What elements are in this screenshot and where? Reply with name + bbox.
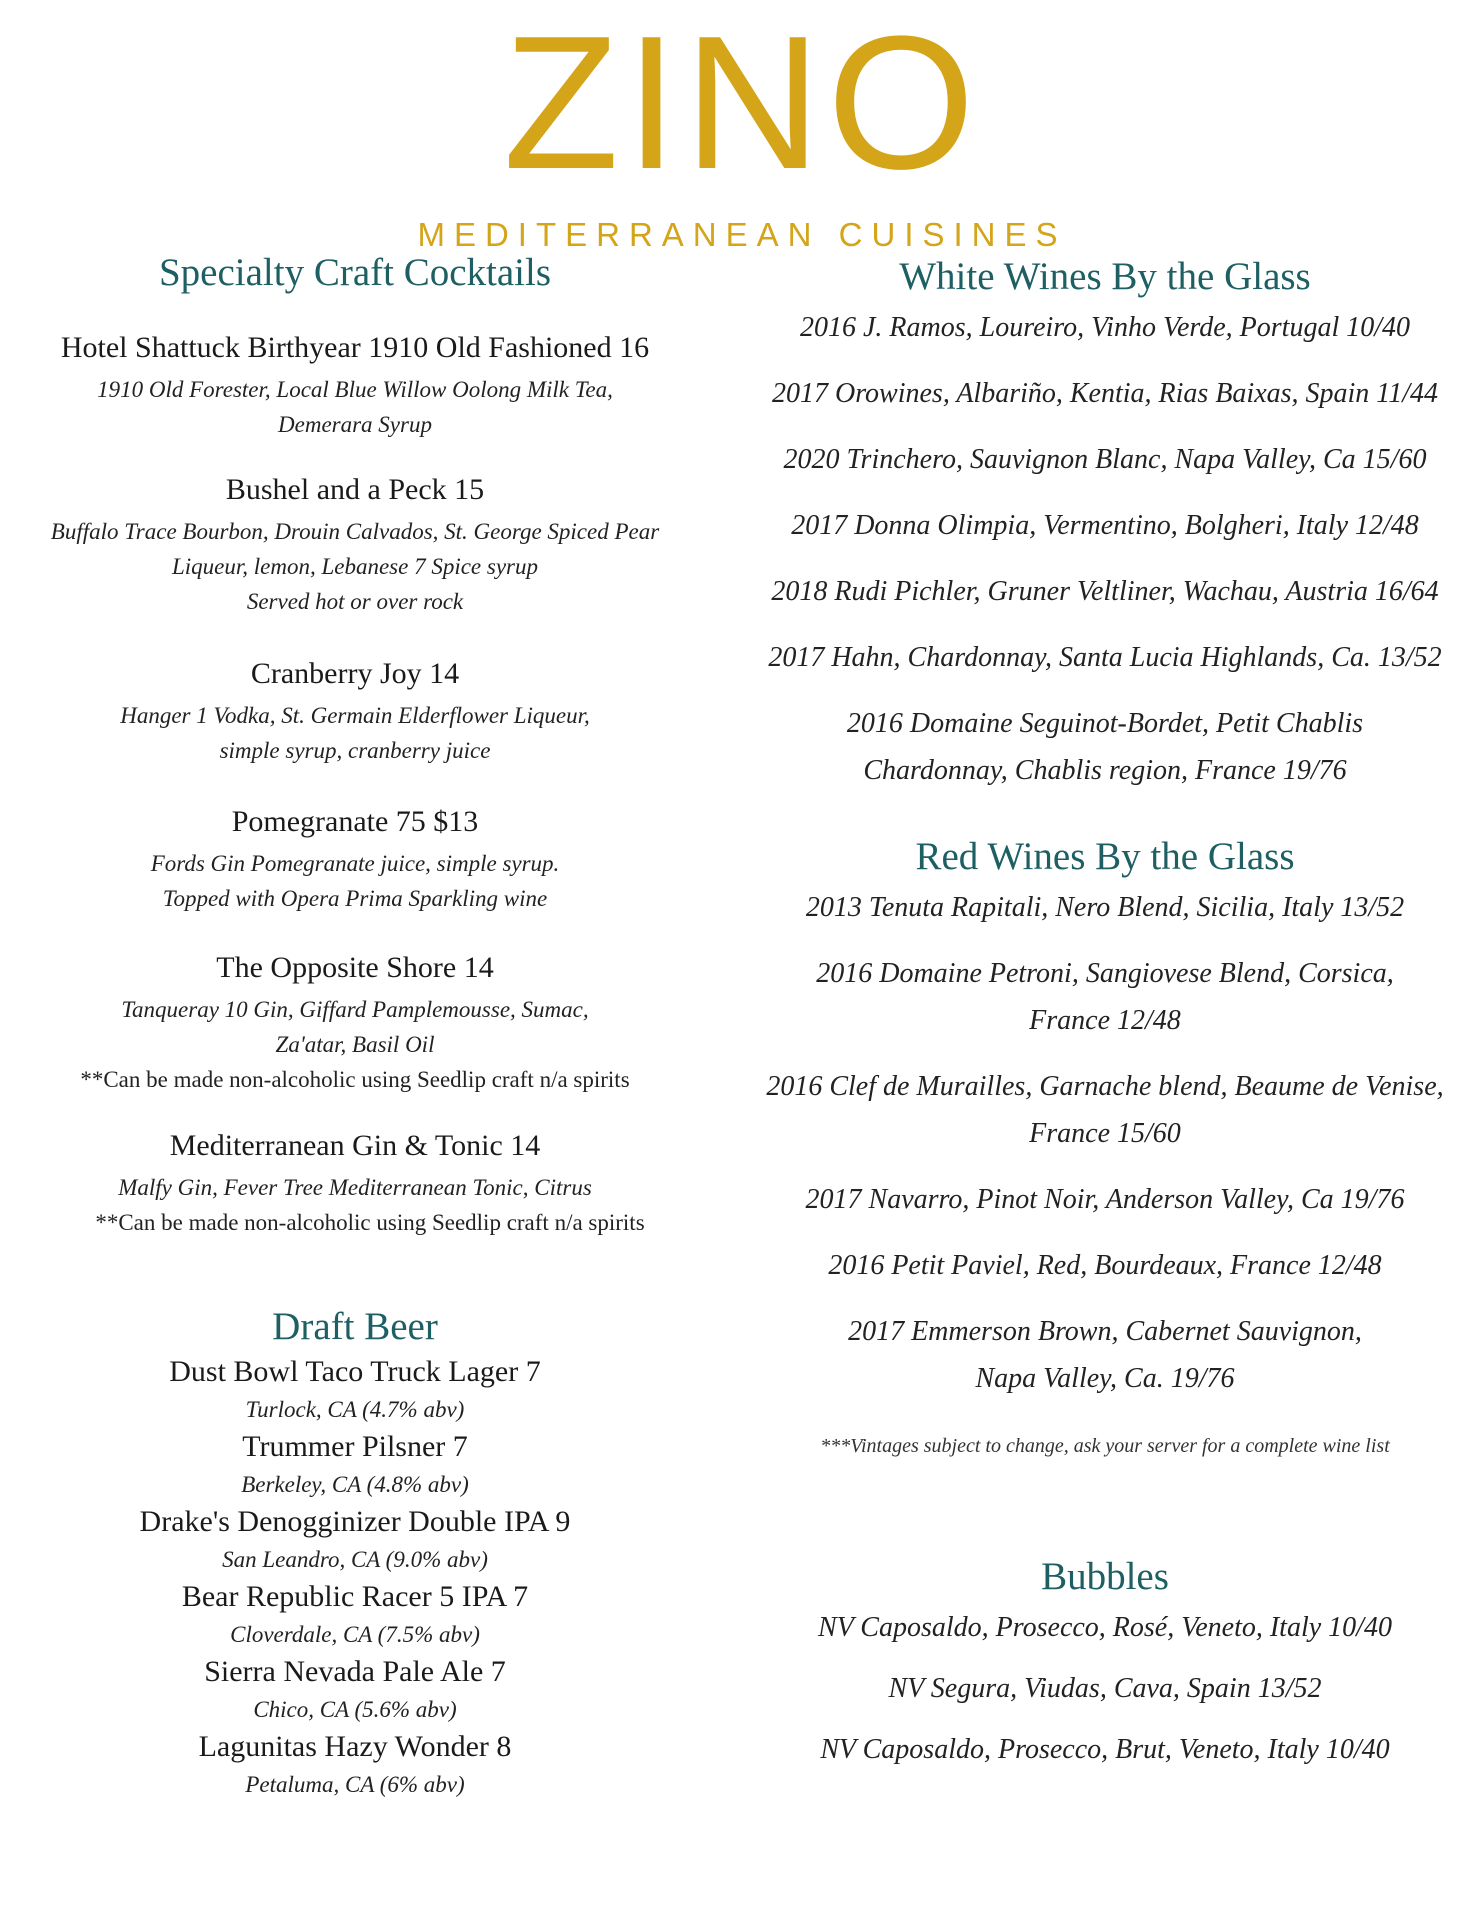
red-wine-item: 2016 Clef de Murailles, Garnache blend, Beaume de Venise,: [766, 1071, 1444, 1102]
beer-name: Bear Republic Racer 5 IPA 7: [181, 1580, 529, 1613]
cocktail-note: **Can be made non-alcoholic using Seedlip craft n/a spirits: [80, 1067, 630, 1092]
beer-name: Dust Bowl Taco Truck Lager 7: [169, 1355, 541, 1388]
cocktail-desc: Topped with Opera Prima Sparkling wine: [162, 886, 548, 911]
cocktail-desc: 1910 Old Forester, Local Blue Willow Oolong Milk Tea,: [97, 377, 613, 402]
red-wine-item: 2013 Tenuta Rapitali, Nero Blend, Sicilia, Italy 13/52: [805, 892, 1405, 923]
red-wine-item: 2017 Emmerson Brown, Cabernet Sauvignon,: [848, 1316, 1362, 1347]
cocktail-desc: Za'atar, Basil Oil: [275, 1032, 435, 1057]
cocktail-desc: simple syrup, cranberry juice: [219, 738, 491, 763]
red-wine-item: Napa Valley, Ca. 19/76: [975, 1363, 1235, 1394]
white-wine-item: 2018 Rudi Pichler, Gruner Veltliner, Wachau, Austria 16/64: [771, 576, 1439, 607]
bubbles-item: NV Caposaldo, Prosecco, Brut, Veneto, Italy 10/40: [820, 1734, 1390, 1765]
red-wine-item: 2016 Domaine Petroni, Sangiovese Blend, Corsica,: [816, 958, 1394, 989]
brand-logo: ZINO: [503, 0, 981, 209]
beer-name: Trummer Pilsner 7: [242, 1430, 468, 1463]
cocktail-note: **Can be made non-alcoholic using Seedlip craft n/a spirits: [95, 1210, 645, 1235]
beer-origin: Berkeley, CA (4.8% abv): [241, 1472, 469, 1497]
white-wine-item: 2017 Hahn, Chardonnay, Santa Lucia Highlands, Ca. 13/52: [768, 642, 1442, 673]
cocktail-desc: Served hot or over rock: [246, 589, 464, 614]
white-wines-heading: White Wines By the Glass: [899, 255, 1311, 298]
cocktail-desc: Tanqueray 10 Gin, Giffard Pamplemousse, Sumac,: [121, 997, 589, 1022]
beer-origin: Cloverdale, CA (7.5% abv): [230, 1622, 480, 1647]
white-wine-item: Chardonnay, Chablis region, France 19/76: [863, 755, 1347, 786]
beer-name: Drake's Denogginizer Double IPA 9: [139, 1505, 571, 1538]
bubbles-item: NV Segura, Viudas, Cava, Spain 13/52: [888, 1673, 1322, 1704]
beer-heading: Draft Beer: [272, 1305, 438, 1348]
cocktail-desc: Buffalo Trace Bourbon, Drouin Calvados, St. George Spiced Pear: [50, 519, 660, 544]
beer-origin: Petaluma, CA (6% abv): [245, 1772, 465, 1797]
cocktail-desc: Demerara Syrup: [278, 412, 432, 437]
cocktail-name: Mediterranean Gin & Tonic 14: [169, 1129, 541, 1162]
red-wine-item: France 15/60: [1029, 1118, 1181, 1149]
white-wine-item: 2017 Orowines, Albariño, Kentia, Rias Baixas, Spain 11/44: [771, 378, 1439, 409]
cocktail-desc: Fords Gin Pomegranate juice, simple syrup.: [150, 851, 560, 876]
red-wines-heading: Red Wines By the Glass: [915, 835, 1295, 878]
cocktail-name: Bushel and a Peck 15: [225, 473, 485, 506]
white-wine-item: 2017 Donna Olimpia, Vermentino, Bolgheri, Italy 12/48: [791, 510, 1419, 541]
cocktail-name: Cranberry Joy 14: [250, 657, 460, 690]
cocktails-heading: Specialty Craft Cocktails: [158, 251, 552, 294]
bubbles-item: NV Caposaldo, Prosecco, Rosé, Veneto, Italy 10/40: [818, 1612, 1392, 1643]
cocktail-desc: Malfy Gin, Fever Tree Mediterranean Tonic, Citrus: [118, 1175, 592, 1200]
cocktail-name: Hotel Shattuck Birthyear 1910 Old Fashioned 16: [60, 331, 650, 364]
red-wine-item: 2017 Navarro, Pinot Noir, Anderson Valley, Ca 19/76: [805, 1184, 1405, 1215]
white-wine-item: 2020 Trinchero, Sauvignon Blanc, Napa Valley, Ca 15/60: [783, 444, 1427, 475]
bubbles-heading: Bubbles: [1041, 1555, 1169, 1598]
cocktail-name: Pomegranate 75 $13: [231, 805, 479, 838]
cocktail-desc: Hanger 1 Vodka, St. Germain Elderflower Liqueur,: [120, 703, 590, 728]
cocktail-name: The Opposite Shore 14: [216, 951, 494, 984]
brand-tagline: MEDITERRANEAN CUISINES: [417, 216, 1067, 253]
white-wine-item: 2016 J. Ramos, Loureiro, Vinho Verde, Portugal 10/40: [800, 312, 1410, 343]
red-wine-item: 2016 Petit Paviel, Red, Bourdeaux, France 12/48: [828, 1250, 1382, 1281]
red-wine-item: France 12/48: [1029, 1005, 1181, 1036]
beer-origin: Turlock, CA (4.7% abv): [245, 1397, 465, 1422]
vintage-note: ***Vintages subject to change, ask your server for a complete wine list: [820, 1435, 1390, 1457]
beer-origin: Chico, CA (5.6% abv): [253, 1697, 457, 1722]
white-wine-item: 2016 Domaine Seguinot-Bordet, Petit Chablis: [846, 708, 1364, 739]
beer-name: Lagunitas Hazy Wonder 8: [198, 1730, 512, 1763]
beer-origin: San Leandro, CA (9.0% abv): [222, 1547, 488, 1572]
cocktail-desc: Liqueur, lemon, Lebanese 7 Spice syrup: [171, 554, 539, 579]
beer-name: Sierra Nevada Pale Ale 7: [204, 1655, 506, 1688]
